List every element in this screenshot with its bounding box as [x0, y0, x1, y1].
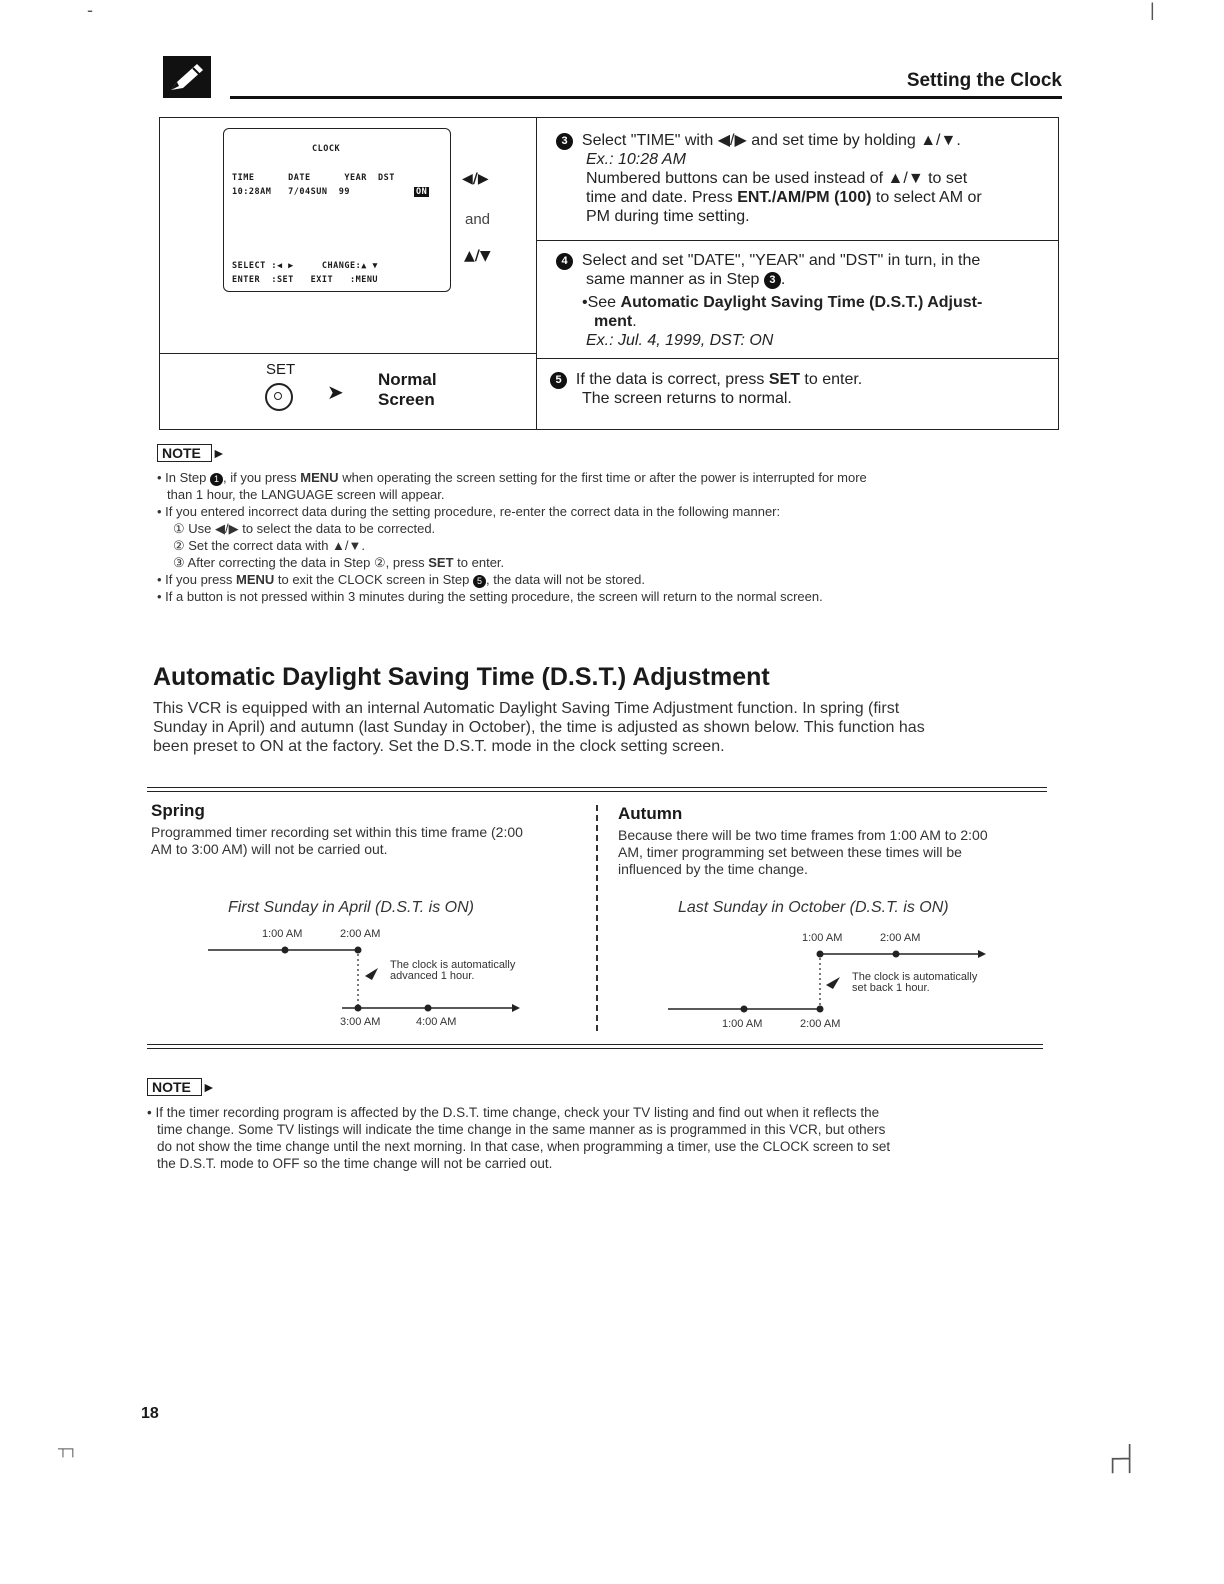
header-rule — [230, 96, 1062, 99]
clock-screen-row: SELECT :◀ ▶ CHANGE:▲ ▼ — [232, 261, 379, 271]
divider — [147, 1044, 1043, 1045]
step-3 — [556, 131, 1050, 226]
divider — [147, 1048, 1043, 1049]
pencil-icon — [163, 56, 211, 98]
clock-screen-row: 10:28AM 7/04SUN 99 — [232, 187, 350, 197]
spring-note: The clock is automatically advanced 1 hour. — [390, 959, 516, 982]
time-label: 3:00 AM — [340, 1016, 381, 1028]
divider — [147, 787, 1047, 788]
arrow-right-icon: ➤ — [327, 382, 344, 404]
normal-screen-label — [378, 370, 437, 410]
section-heading: Automatic Daylight Saving Time (D.S.T.) Adjustment — [153, 663, 770, 691]
time-label: 4:00 AM — [416, 1016, 457, 1028]
step-see-also: ment. — [594, 313, 637, 330]
time-label: 1:00 AM — [722, 1018, 763, 1030]
step-example: Ex.: 10:28 AM — [586, 151, 686, 168]
note-body: • If the timer recording program is affected by the D.S.T. time change, check your TV listing and find out when it reflects the time change. Some TV listings will indicate the time change in the same manner as is programmed in this VCR, but others do not show the time change until the next morning. In that case, when programming a timer, use the CLOCK screen to set the D.S.T. mode to OFF so the time change will not be carried out. — [147, 1105, 891, 1171]
set-button-dot — [274, 392, 282, 400]
section-intro: This VCR is equipped with an internal Automatic Daylight Saving Time Adjustment function. In spring (first Sunday in April) and autumn (last Sunday in October), the time is adjusted as shown below. This function has been preset to ON at the factory. Set the D.S.T. mode in the clock setting screen. — [153, 700, 925, 755]
spring-subtitle: First Sunday in April (D.S.T. is ON) — [228, 899, 474, 916]
note-label: NOTE ► — [157, 445, 226, 463]
step-text: The screen returns to normal. — [582, 390, 792, 407]
step-4 — [556, 251, 1050, 350]
up-down-arrows-icon: ▲/▼ — [464, 248, 491, 264]
clock-screen-row: TIME DATE YEAR DST — [232, 173, 395, 183]
time-label: 2:00 AM — [800, 1018, 841, 1030]
time-label: 2:00 AM — [880, 932, 921, 944]
step-number: 3 — [556, 133, 573, 150]
step-number: 5 — [550, 372, 567, 389]
step-text: Numbered buttons can be used instead of ▲/▼ to set — [586, 170, 968, 187]
crop-mark-icon: ┌┤ — [1104, 1445, 1139, 1472]
and-label: and — [465, 211, 491, 228]
step-example: Ex.: Jul. 4, 1999, DST: ON — [586, 332, 774, 349]
step-text: Select and set "DATE", "YEAR" and "DST" in turn, in the — [581, 252, 981, 269]
spring-title: Spring — [151, 801, 205, 820]
note-body: • In Step 1 , if you press MENU when operating the screen setting for the first time or after the power is interrupted for more than 1 hour, the LANGUAGE screen will appear. • If you entered incorrect data during the setting procedure, re-enter the correct data in the following manner: ① Use ◀/▶ to select the data to be corrected. ② Set the correct data with ▲/▼. ③ After correcting the data in Step ②, press SET to enter. • If you press MENU to exit the CLOCK screen in Step 5 , the data will not be stored. • If a button is not pressed within 3 minutes during the setting procedure, the screen will return to the normal screen. — [157, 470, 867, 604]
left-right-arrows-icon: ◀/▶ — [462, 171, 489, 187]
step-number: 4 — [556, 253, 573, 270]
edge-mark: - — [87, 0, 93, 20]
note-label: NOTE ► — [147, 1079, 216, 1097]
step-see-also: •See Automatic Daylight Saving Time (D.S.T.) Adjust- — [582, 294, 983, 311]
table-divider — [159, 353, 537, 354]
step-5: 5 If the data is correct, press SET to enter. The screen returns to normal. — [550, 370, 1044, 408]
edge-mark: | — [1150, 0, 1155, 20]
table-divider — [536, 240, 1058, 241]
normal-line: Normal — [378, 370, 437, 389]
clock-screen — [223, 128, 451, 292]
table-divider — [536, 117, 537, 429]
time-label: 1:00 AM — [262, 928, 303, 940]
step-text: Select "TIME" with ◀/▶ and set time by holding ▲/▼. — [581, 132, 961, 149]
time-label: 1:00 AM — [802, 932, 843, 944]
column-divider — [596, 805, 598, 1031]
crop-mark-icon: ┬┐ — [58, 1440, 78, 1456]
divider — [147, 791, 1047, 792]
clock-screen-row: ENTER :SET EXIT :MENU — [232, 275, 379, 285]
spring-text: Programmed timer recording set within this time frame (2:00 AM to 3:00 AM) will not be carried out. — [151, 824, 523, 857]
normal-line: Screen — [378, 390, 435, 409]
step-text: same manner as in Step 3 . — [586, 271, 786, 288]
page-title: Setting the Clock — [906, 70, 1062, 91]
step-text: time and date. Press ENT./AM/PM (100) to select AM or — [586, 189, 982, 206]
autumn-subtitle: Last Sunday in October (D.S.T. is ON) — [678, 899, 949, 916]
set-label: SET — [266, 361, 296, 378]
step-text: PM during time setting. — [586, 208, 750, 225]
table-divider — [536, 358, 1058, 359]
dst-value: ON — [416, 187, 428, 197]
autumn-text: Because there will be two time frames from 1:00 AM to 2:00 AM, timer programming set between these times will be influenced by the time change. — [618, 827, 988, 877]
page-number: 18 — [141, 1405, 159, 1422]
autumn-note: The clock is automatically set back 1 hour. — [852, 971, 978, 994]
time-label: 2:00 AM — [340, 928, 381, 940]
autumn-title: Autumn — [618, 804, 683, 823]
clock-screen-title: CLOCK — [312, 144, 341, 154]
